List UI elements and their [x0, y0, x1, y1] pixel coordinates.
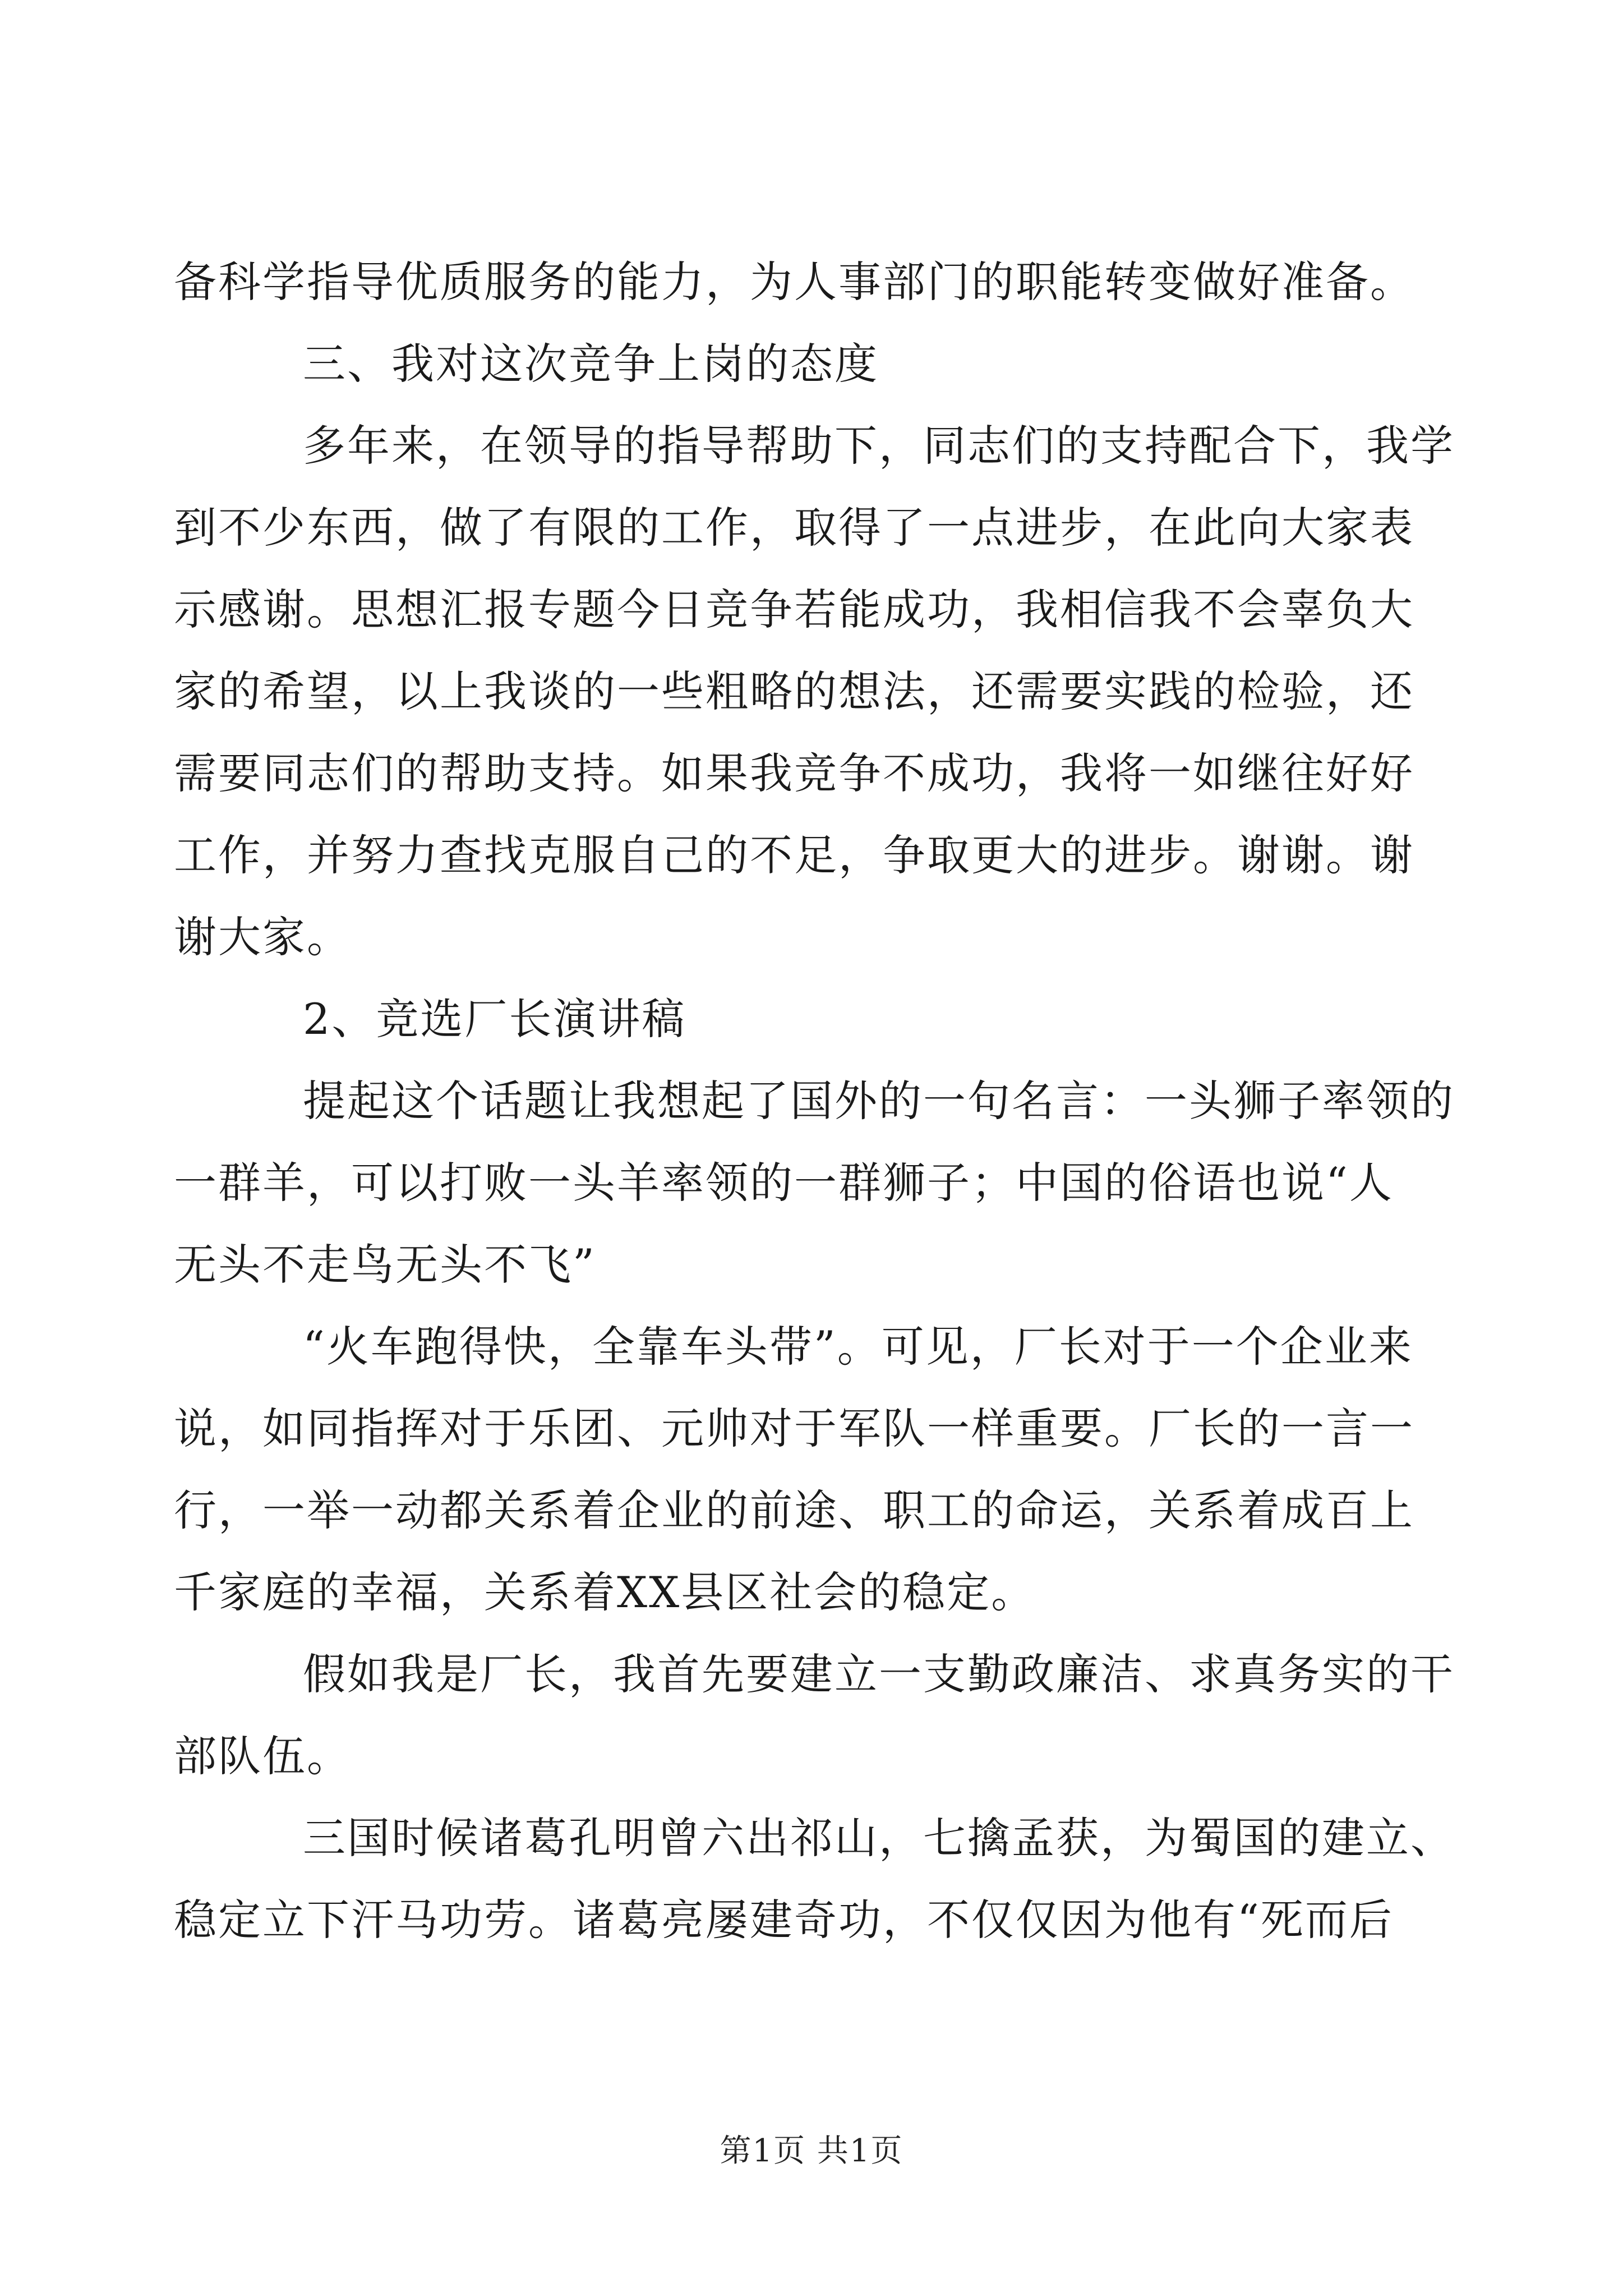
text-line: 多年来，在领导的指导帮助下，同志们的支持配合下，我学: [303, 421, 1455, 471]
text-line: 行，一举一动都关系着企业的前途、职工的命运，关系着成百上: [174, 1485, 1414, 1535]
text-line: 谢大家。: [174, 912, 351, 962]
page-number-footer: 第1页 共1页: [720, 2133, 903, 2169]
text-line: 假如我是厂长，我首先要建立一支勤政廉洁、求真务实的干: [303, 1649, 1455, 1699]
section-heading: 2、竞选厂长演讲稿: [303, 994, 686, 1044]
text-line: 部队伍。: [174, 1731, 351, 1781]
text-line: 三国时候诸葛孔明曾六出祁山，七擒孟获，为蜀国的建立、: [303, 1813, 1455, 1863]
document-body: [174, 241, 1455, 1961]
text-line: 无头不走鸟无头不飞”: [174, 1240, 596, 1290]
text-line: 备科学指导优质服务的能力，为人事部门的职能转变做好准备。: [174, 257, 1414, 307]
text-line: 稳定立下汗马功劳。诸葛亮屡建奇功，不仅仅因为他有“死而后: [174, 1895, 1394, 1945]
text-line: 千家庭的幸福，关系着XX县区社会的稳定。: [174, 1567, 1036, 1617]
text-line: 工作，并努力查找克服自己的不足，争取更大的进步。谢谢。谢: [174, 830, 1414, 880]
text-line: 提起这个话题让我想起了国外的一句名言：一头狮子率领的: [303, 1076, 1455, 1126]
text-line: 示感谢。思想汇报专题今日竞争若能成功，我相信我不会辜负大: [174, 585, 1414, 634]
text-line: 需要同志们的帮助支持。如果我竞争不成功，我将一如继往好好: [174, 748, 1414, 798]
section-heading: 三、我对这次竞争上岗的态度: [303, 339, 879, 389]
text-line: 到不少东西，做了有限的工作，取得了一点进步，在此向大家表: [174, 503, 1414, 553]
text-line: “火车跑得快，全靠车头带”。可见，厂长对于一个企业来: [303, 1322, 1413, 1372]
text-line: 一群羊，可以打败一头羊率领的一群狮子；中国的俗语也说“人: [174, 1158, 1394, 1208]
text-line: 说，如同指挥对于乐团、元帅对于军队一样重要。厂长的一言一: [174, 1404, 1414, 1453]
text-line: 家的希望，以上我谈的一些粗略的想法，还需要实践的检验，还: [174, 666, 1414, 716]
